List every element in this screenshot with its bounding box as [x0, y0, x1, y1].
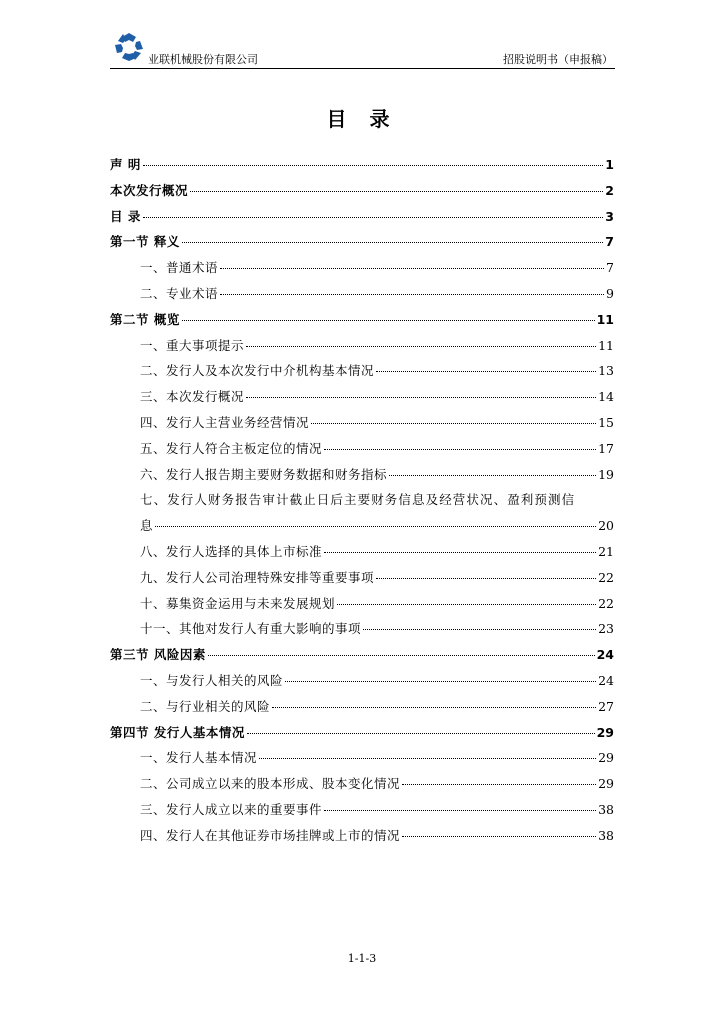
toc-leader-dots: [402, 824, 596, 836]
toc-entry-continuation[interactable]: [110, 513, 614, 539]
toc-entry-title: 十、募集资金运用与未来发展规划: [140, 595, 336, 611]
toc-entry-page: 21: [598, 543, 614, 559]
toc-entry[interactable]: [110, 668, 614, 694]
toc-leader-dots: [363, 618, 596, 630]
toc-chapter-entry[interactable]: [110, 178, 614, 204]
toc-leader-dots: [155, 515, 596, 527]
toc-entry-title: 声 明: [110, 157, 141, 172]
toc-leader-dots: [143, 154, 603, 166]
toc-entry-title: 一、发行人基本情况: [140, 750, 258, 766]
toc-entry[interactable]: [110, 487, 614, 513]
toc-entry[interactable]: [110, 255, 614, 281]
toc-leader-dots: [324, 799, 596, 811]
toc-chapter-entry[interactable]: [110, 204, 614, 230]
toc-entry-title: 三、发行人成立以来的重要事件: [140, 801, 323, 817]
toc-entry-page: 29: [598, 776, 614, 792]
toc-entry[interactable]: [110, 436, 614, 462]
toc-leader-dots: [246, 386, 596, 398]
toc-leader-dots: [259, 747, 596, 759]
toc-entry-title: 八、发行人选择的具体上市标准: [140, 543, 323, 559]
toc-entry[interactable]: [110, 771, 614, 797]
toc-entry-title: 第一节 释义: [110, 234, 180, 250]
toc-chapter-entry[interactable]: [110, 720, 614, 746]
table-of-contents: [110, 152, 614, 849]
toc-entry[interactable]: [110, 333, 614, 359]
toc-leader-dots: [324, 438, 596, 450]
toc-entry[interactable]: [110, 410, 614, 436]
toc-entry-title: 九、发行人公司治理特殊安排等重要事项: [140, 569, 375, 585]
toc-entry-title-continuation: 息: [140, 518, 154, 534]
toc-leader-dots: [190, 180, 603, 192]
toc-entry[interactable]: [110, 591, 614, 617]
toc-leader-dots: [402, 773, 596, 785]
toc-entry[interactable]: [110, 694, 614, 720]
toc-leader-dots: [285, 670, 596, 682]
toc-entry-page: 24: [598, 672, 614, 688]
toc-leader-dots: [324, 541, 596, 553]
toc-entry-title: 七、发行人财务报告审计截止日后主要财务信息及经营状况、盈利预测信: [140, 492, 576, 508]
toc-entry-title: 第四节 发行人基本情况: [110, 724, 245, 740]
document-type: 招股说明书（申报稿）: [503, 53, 613, 66]
toc-entry-page: 11: [596, 311, 614, 327]
page-number: 1-1-3: [347, 952, 377, 965]
toc-entry-page: 15: [598, 414, 614, 430]
toc-entry-page: 23: [598, 621, 614, 637]
toc-leader-dots: [182, 231, 603, 243]
toc-entry-page: 1: [605, 157, 614, 172]
toc-entry-title: 二、公司成立以来的股本形成、股本变化情况: [140, 776, 401, 792]
toc-entry-title: 十一、其他对发行人有重大影响的事项: [140, 621, 362, 637]
toc-entry-title: 第三节 风险因素: [110, 647, 206, 663]
toc-entry-page: 38: [598, 827, 614, 843]
toc-entry-title: 本次发行概况: [110, 182, 189, 198]
toc-entry-title: 五、发行人符合主板定位的情况: [140, 440, 323, 456]
toc-entry-title: 二、与行业相关的风险: [140, 698, 271, 714]
toc-entry-page: 22: [598, 595, 614, 611]
toc-entry-title: 六、发行人报告期主要财务数据和财务指标: [140, 466, 388, 482]
page-title: 目 录: [326, 107, 398, 131]
toc-chapter-entry[interactable]: [110, 229, 614, 255]
toc-entry-page: 29: [596, 724, 614, 740]
toc-entry-title: 一、与发行人相关的风险: [140, 672, 284, 688]
toc-entry[interactable]: [110, 745, 614, 771]
toc-leader-dots: [376, 360, 596, 372]
toc-entry[interactable]: [110, 797, 614, 823]
toc-entry[interactable]: [110, 616, 614, 642]
toc-entry-page: 22: [598, 569, 614, 585]
toc-entry-title: 目 录: [110, 208, 141, 224]
toc-entry[interactable]: [110, 539, 614, 565]
toc-entry-page: 11: [598, 337, 614, 353]
toc-entry-page: 7: [606, 260, 614, 276]
toc-entry-title: 二、专业术语: [140, 285, 219, 301]
toc-entry-page: 3: [605, 208, 614, 224]
company-logo-icon: [114, 32, 144, 62]
toc-leader-dots: [389, 463, 596, 475]
toc-entry[interactable]: [110, 462, 614, 488]
toc-leader-dots: [220, 257, 604, 269]
page-header: [110, 30, 615, 69]
company-name: 业联机械股份有限公司: [148, 53, 258, 66]
toc-leader-dots: [143, 205, 603, 217]
toc-entry-title: 一、普通术语: [140, 260, 219, 276]
toc-chapter-entry[interactable]: [110, 642, 614, 668]
toc-leader-dots: [246, 334, 596, 346]
toc-entry-page: 13: [598, 363, 614, 379]
toc-leader-dots: [272, 695, 596, 707]
toc-entry[interactable]: [110, 384, 614, 410]
toc-entry-title: 二、发行人及本次发行中介机构基本情况: [140, 363, 375, 379]
toc-entry-page: 17: [598, 440, 614, 456]
toc-leader-dots: [311, 412, 596, 424]
toc-entry-page: 20: [598, 518, 614, 534]
toc-chapter-entry[interactable]: [110, 307, 614, 333]
toc-entry[interactable]: [110, 358, 614, 384]
toc-leader-dots: [247, 721, 595, 733]
toc-entry-page: 24: [596, 647, 614, 663]
toc-leader-dots: [182, 309, 595, 321]
toc-entry[interactable]: [110, 823, 614, 849]
toc-entry-page: 29: [598, 750, 614, 766]
toc-chapter-entry[interactable]: [110, 152, 614, 178]
toc-entry-page: 14: [598, 389, 614, 405]
toc-entry-page: 19: [598, 466, 614, 482]
toc-entry-title: 三、本次发行概况: [140, 389, 245, 405]
toc-entry-title: 四、发行人主营业务经营情况: [140, 414, 310, 430]
toc-entry-title: 第二节 概览: [110, 311, 180, 327]
toc-leader-dots: [208, 644, 595, 656]
toc-entry-title: 一、重大事项提示: [140, 337, 245, 353]
toc-entry[interactable]: [110, 565, 614, 591]
toc-entry-page: 2: [605, 182, 614, 198]
toc-leader-dots: [220, 283, 604, 295]
toc-entry-page: 27: [598, 698, 614, 714]
toc-entry-page: 9: [606, 285, 614, 301]
toc-entry-page: 7: [605, 234, 614, 250]
toc-entry-title: 四、发行人在其他证券市场挂牌或上市的情况: [140, 827, 401, 843]
toc-entry-page: 38: [598, 801, 614, 817]
toc-leader-dots: [376, 567, 596, 579]
toc-entry[interactable]: [110, 281, 614, 307]
toc-leader-dots: [337, 592, 596, 604]
